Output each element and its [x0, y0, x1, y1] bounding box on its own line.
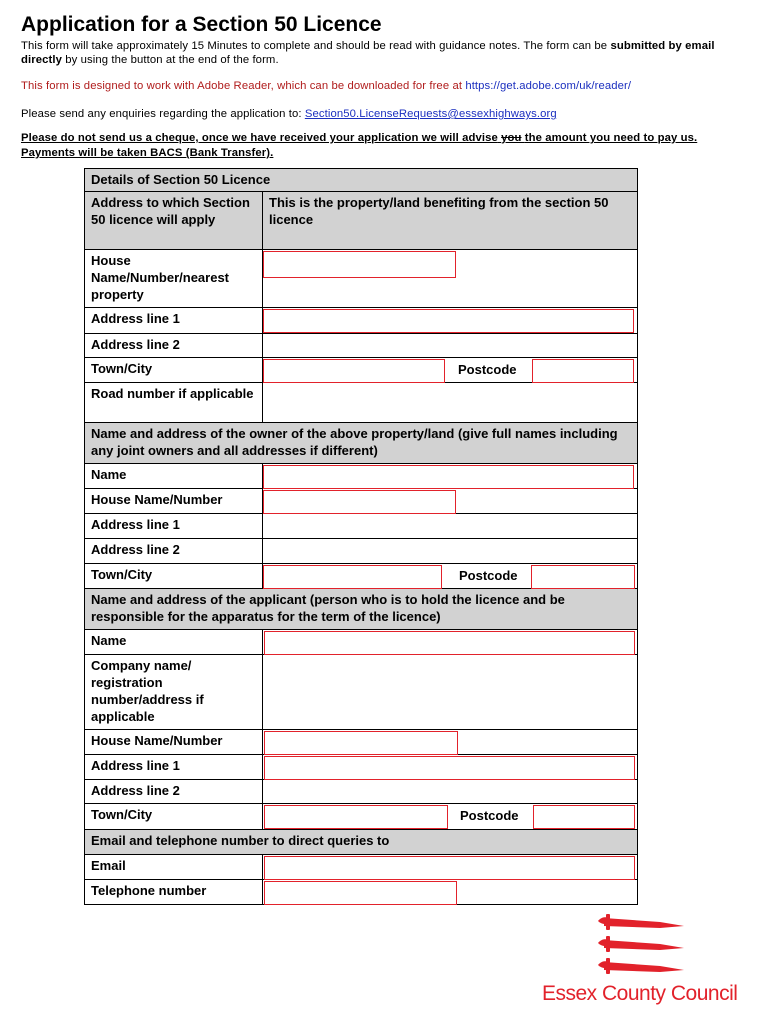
payment-warning [21, 131, 751, 161]
road-number-field[interactable] [263, 383, 637, 422]
applicant-address1-field[interactable] [264, 756, 635, 780]
property-postcode-field[interactable] [532, 359, 634, 383]
property-town-row [84, 358, 638, 383]
contact-header-text: Email and telephone number to direct queries to [91, 833, 390, 848]
owner-postcode-label: Postcode [459, 568, 518, 583]
contact-telephone-label: Telephone number [85, 880, 263, 904]
seaxes-icon [542, 912, 747, 982]
contact-section-header [84, 830, 638, 855]
contact-email-label: Email [85, 855, 263, 879]
applicant-address2-label: Address line 2 [85, 780, 263, 803]
property-town-field[interactable] [263, 359, 445, 383]
owner-address1-field[interactable] [263, 514, 637, 538]
contact-telephone-field[interactable] [264, 881, 457, 905]
applicant-section-header [84, 589, 638, 630]
intro-part2: by using the button at the end of the form. [65, 54, 279, 66]
owner-town-row [84, 564, 638, 589]
applicant-postcode-field[interactable] [533, 805, 635, 829]
licence-form [84, 168, 638, 905]
intro-bold: submitted by email directly [21, 40, 715, 66]
details-section-header [84, 168, 638, 192]
intro-text [21, 39, 741, 67]
road-number-row [84, 383, 638, 423]
owner-address2-field[interactable] [263, 539, 637, 563]
enquiry-note [21, 108, 557, 120]
essex-county-council-logo [542, 912, 747, 1012]
property-address1-field[interactable] [263, 309, 634, 333]
address-which-row [84, 192, 638, 250]
applicant-house-label: House Name/Number [85, 730, 263, 754]
owner-house-row [84, 489, 638, 514]
property-address2-field[interactable] [263, 334, 637, 357]
owner-address2-label: Address line 2 [85, 539, 263, 563]
applicant-company-label: Company name/ registration number/address if applicable [85, 655, 263, 729]
warning-part1: Please do not send us a cheque, once we have received your application we will advise [21, 132, 498, 144]
applicant-company-field[interactable] [263, 655, 637, 729]
property-house-row [84, 250, 638, 308]
owner-section-header [84, 423, 638, 464]
owner-address1-row [84, 514, 638, 539]
intro-part1: This form will take approximately 15 Minutes to complete and should be read with guidance notes. The form can be [21, 40, 608, 52]
applicant-company-row [84, 655, 638, 730]
adobe-reader-link[interactable]: https://get.adobe.com/uk/reader/ [465, 80, 632, 92]
applicant-postcode-label: Postcode [460, 808, 519, 823]
applicant-town-row [84, 804, 638, 830]
owner-name-field[interactable] [263, 465, 634, 489]
applicant-town-label: Town/City [85, 804, 263, 829]
applicant-name-field[interactable] [264, 631, 635, 655]
adobe-note [21, 80, 631, 92]
contact-telephone-row [84, 880, 638, 905]
applicant-address1-label: Address line 1 [85, 755, 263, 779]
applicant-house-row [84, 730, 638, 755]
owner-name-row [84, 464, 638, 489]
warning-part2: the amount you need to pay us. Payments will be taken BACS (Bank Transfer). [21, 132, 698, 159]
property-address2-label: Address line 2 [85, 334, 263, 357]
property-house-field[interactable] [263, 251, 456, 278]
property-address1-row [84, 308, 638, 334]
warning-struck-word: you [501, 132, 522, 144]
details-header-text: Details of Section 50 Licence [91, 172, 271, 187]
owner-name-label: Name [85, 464, 263, 488]
property-address1-label: Address line 1 [85, 308, 263, 333]
applicant-name-row [84, 630, 638, 655]
property-house-label: House Name/Number/nearest property [85, 250, 263, 307]
applicant-town-field[interactable] [264, 805, 448, 829]
owner-address1-label: Address line 1 [85, 514, 263, 538]
owner-town-field[interactable] [263, 565, 442, 589]
applicant-header-text: Name and address of the applicant (person who is to hold the licence and be responsible for the apparatus for the term of the licence) [91, 592, 565, 624]
page-title: Application for a Section 50 Licence [21, 13, 382, 36]
owner-header-text: Name and address of the owner of the above property/land (give full names including any joint owners and all addresses if different) [91, 426, 618, 458]
owner-house-field[interactable] [263, 490, 456, 514]
enquiry-email-link[interactable]: Section50.LicenseRequests@essexhighways.org [304, 108, 557, 120]
applicant-house-field[interactable] [264, 731, 458, 755]
address-which-label: Address to which Section 50 licence will apply [85, 192, 263, 249]
property-address2-row [84, 334, 638, 358]
owner-address2-row [84, 539, 638, 564]
road-number-label: Road number if applicable [85, 383, 263, 422]
contact-email-row [84, 855, 638, 880]
applicant-address2-row [84, 780, 638, 804]
enquiry-text: Please send any enquiries regarding the application to: [21, 108, 302, 120]
owner-house-label: House Name/Number [85, 489, 263, 513]
applicant-address2-field[interactable] [263, 780, 637, 803]
logo-text: Essex County Council [542, 982, 738, 1005]
applicant-address1-row [84, 755, 638, 780]
applicant-name-label: Name [85, 630, 263, 654]
adobe-note-text: This form is designed to work with Adobe Reader, which can be downloaded for free at [21, 80, 463, 92]
contact-email-field[interactable] [264, 856, 635, 880]
property-postcode-label: Postcode [458, 362, 517, 377]
owner-postcode-field[interactable] [531, 565, 635, 589]
address-which-desc: This is the property/land benefiting from the section 50 licence [269, 195, 609, 227]
owner-town-label: Town/City [85, 564, 263, 588]
property-town-label: Town/City [85, 358, 263, 382]
